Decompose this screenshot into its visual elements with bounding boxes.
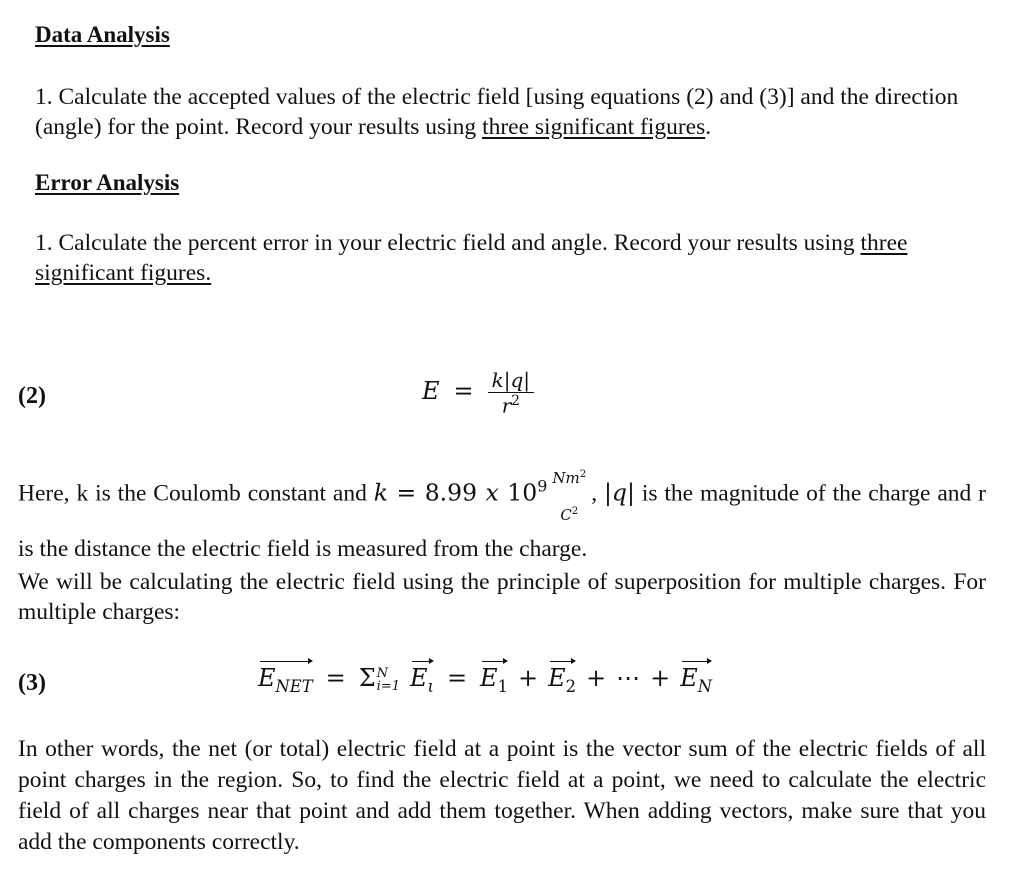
eq3-en-base: E <box>680 664 698 692</box>
eq3-ei-sub: ι <box>427 676 434 696</box>
data-analysis-item-end: . <box>705 114 712 140</box>
coulomb-comma: , <box>591 480 605 507</box>
eq2-den-exp: 2 <box>511 393 520 409</box>
unit-num-exp: 2 <box>579 469 587 480</box>
eq3-sum-symbol: Σ <box>358 664 376 692</box>
eq3-plus-2: + <box>586 664 607 692</box>
coulomb-text-end: is the magnitude of the charge and r is the distance the electric field is measured from the charge. <box>18 480 986 562</box>
eq3-en-sub: N <box>697 676 713 696</box>
eq3-sum-lower: i=1 <box>376 678 400 694</box>
eq2-lhs: E <box>422 376 440 405</box>
unit-num-base: Nm <box>552 469 580 487</box>
sig-figs-link-2: three significant figures. <box>35 230 908 286</box>
eq3-net-sub: NET <box>275 676 313 696</box>
equation-2 <box>422 368 534 419</box>
data-analysis-heading: Data Analysis <box>35 22 170 47</box>
equation-3 <box>258 664 712 696</box>
eq2-denominator <box>488 392 534 419</box>
equation-2-number: (2) <box>18 383 46 409</box>
unit-den-exp: 2 <box>571 506 579 517</box>
coulomb-unit <box>548 458 590 532</box>
closing-paragraph: In other words, the net (or total) electric field at a point is the vector sum of the electric fields of all point charges in the region. So, to find the electric field at a point, we need to calculate the electric field of all charges near that point and add them together. When adding vectors, make sure that you add the components correctly. <box>18 736 986 855</box>
eq3-en <box>680 664 712 696</box>
sig-figs-link: three significant figures <box>482 114 706 140</box>
eq2-den-base: r <box>501 393 512 418</box>
eq3-equals-2: = <box>446 664 468 692</box>
eq3-e1-sub: 1 <box>497 676 508 696</box>
unit-numerator <box>548 458 590 495</box>
eq3-net <box>258 664 313 696</box>
eq3-ellipsis: ⋯ <box>616 664 641 692</box>
coulomb-value: = 8.99 <box>388 478 486 507</box>
coulomb-text-start: Here, k is the Coulomb constant and <box>18 480 374 507</box>
unit-denominator <box>548 495 590 532</box>
eq3-e2-sub: 2 <box>565 676 576 696</box>
eq3-e1 <box>480 664 508 696</box>
eq3-e1-base: E <box>480 664 498 692</box>
eq3-plus-3: + <box>650 664 671 692</box>
coulomb-paragraph <box>18 458 986 566</box>
data-analysis-item-text: 1. Calculate the accepted values of the electric field [using equations (2) and (3)] and the direction (angle) for the point. Record your results using <box>35 84 959 140</box>
eq3-ei-base: E <box>410 664 428 692</box>
coulomb-exponent: 9 <box>537 476 548 496</box>
coulomb-ten: 10 <box>498 478 538 507</box>
eq3-sum-upper: N <box>376 665 389 681</box>
superposition-paragraph: We will be calculating the electric field using the principle of superposition for multiple charges. For multiple charges: <box>18 569 986 625</box>
coulomb-times: x <box>485 478 499 507</box>
error-analysis-item-text: 1. Calculate the percent error in your electric field and angle. Record your results using <box>35 230 861 256</box>
eq2-equals: = <box>453 376 474 405</box>
eq3-equals-1: = <box>325 664 346 692</box>
eq2-numerator: k|q| <box>491 368 531 392</box>
eq3-ei <box>410 664 434 696</box>
eq3-e2-base: E <box>548 664 566 692</box>
eq2-fraction <box>488 368 534 419</box>
coulomb-q: |q| <box>604 478 635 507</box>
data-analysis-item <box>35 82 985 142</box>
error-analysis-item <box>35 228 970 288</box>
eq3-e2 <box>548 664 576 696</box>
equation-3-number: (3) <box>18 670 46 696</box>
eq3-plus-1: + <box>517 664 539 692</box>
coulomb-k: k <box>373 478 388 507</box>
eq3-sum <box>359 664 400 692</box>
eq3-net-base: E <box>258 664 276 692</box>
unit-den-base: C <box>560 506 572 524</box>
error-analysis-heading: Error Analysis <box>35 170 180 195</box>
